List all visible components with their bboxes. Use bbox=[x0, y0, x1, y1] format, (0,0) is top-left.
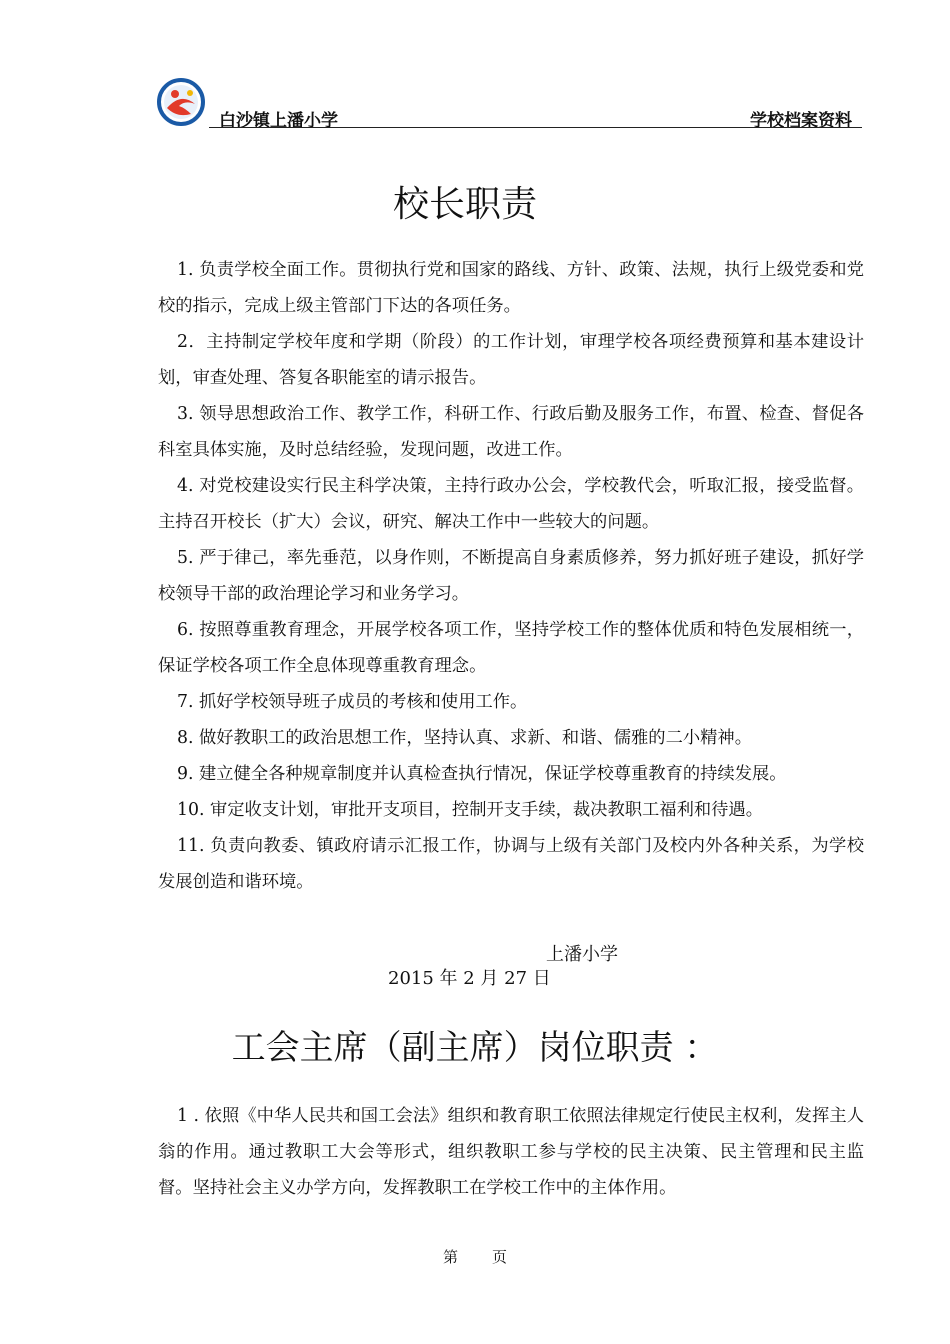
duty-item: 4. 对党校建设实行民主科学决策，主持行政办公会，学校教代会，听取汇报，接受监督。主持召开校长（扩大）会议，研究、解决工作中一些较大的问题。 bbox=[158, 476, 864, 532]
signature-school: 上潘小学 bbox=[546, 944, 618, 965]
footer-left: 第 bbox=[442, 1248, 458, 1266]
school-logo bbox=[157, 78, 205, 126]
duty-item: 2．主持制定学校年度和学期（阶段）的工作计划，审理学校各项经费预算和基本建设计划，审查处理、答复各职能室的请示报告。 bbox=[158, 332, 864, 388]
union-chair-duties-list bbox=[158, 1098, 864, 1206]
duty-item: 5. 严于律己，率先垂范，以身作则，不断提高自身素质修养，努力抓好班子建设，抓好学校领导干部的政治理论学习和业务学习。 bbox=[158, 548, 864, 604]
duty-item: 6. 按照尊重教育理念，开展学校各项工作，坚持学校工作的整体优质和特色发展相统一，保证学校各项工作全息体现尊重教育理念。 bbox=[158, 620, 864, 676]
footer-right: 页 bbox=[492, 1248, 508, 1266]
page-header bbox=[157, 74, 862, 131]
duty-item: 10. 审定收支计划，审批开支项目，控制开支手续，裁决教职工福利和待遇。 bbox=[177, 800, 763, 820]
union-chair-duties-title: 工会主席（副主席）岗位职责 ： bbox=[231, 1028, 719, 1068]
signature-date: 2015 年 2 月 27 日 bbox=[388, 968, 551, 989]
duty-item: 7. 抓好学校领导班子成员的考核和使用工作。 bbox=[177, 692, 528, 712]
school-name: 白沙镇上潘小学 bbox=[219, 111, 338, 131]
duty-item: 1 . 依照《中华人民共和国工会法》组织和教育职工依照法律规定行使民主权利，发挥主人翁的作用。通过教职工大会等形式，组织教职工参与学校的民主决策、民主管理和民主监督。坚持社会主义办学方向，发挥教职工在学校工作中的主体作用。 bbox=[158, 1106, 864, 1198]
duty-item: 11. 负责向教委、镇政府请示汇报工作，协调与上级有关部门及校内外各种关系，为学校发展创造和谐环境。 bbox=[158, 836, 864, 892]
duty-item: 8. 做好教职工的政治思想工作，坚持认真、求新、和谐、儒雅的二小精神。 bbox=[177, 728, 752, 748]
archive-label: 学校档案资料 bbox=[750, 111, 852, 131]
header-rule bbox=[209, 127, 862, 128]
duty-item: 3. 领导思想政治工作、教学工作，科研工作、行政后勤及服务工作，布置、检查、督促各科室具体实施，及时总结经验，发现问题，改进工作。 bbox=[158, 404, 864, 460]
duty-item: 9. 建立健全各种规章制度并认真检查执行情况，保证学校尊重教育的持续发展。 bbox=[177, 764, 787, 784]
principal-duties-list bbox=[158, 252, 864, 900]
principal-duties-title: 校长职责 bbox=[392, 184, 537, 225]
duty-item: 1. 负责学校全面工作。贯彻执行党和国家的路线、方针、政策、法规，执行上级党委和党校的指示，完成上级主管部门下达的各项任务。 bbox=[158, 260, 864, 316]
page-footer bbox=[0, 1246, 950, 1267]
